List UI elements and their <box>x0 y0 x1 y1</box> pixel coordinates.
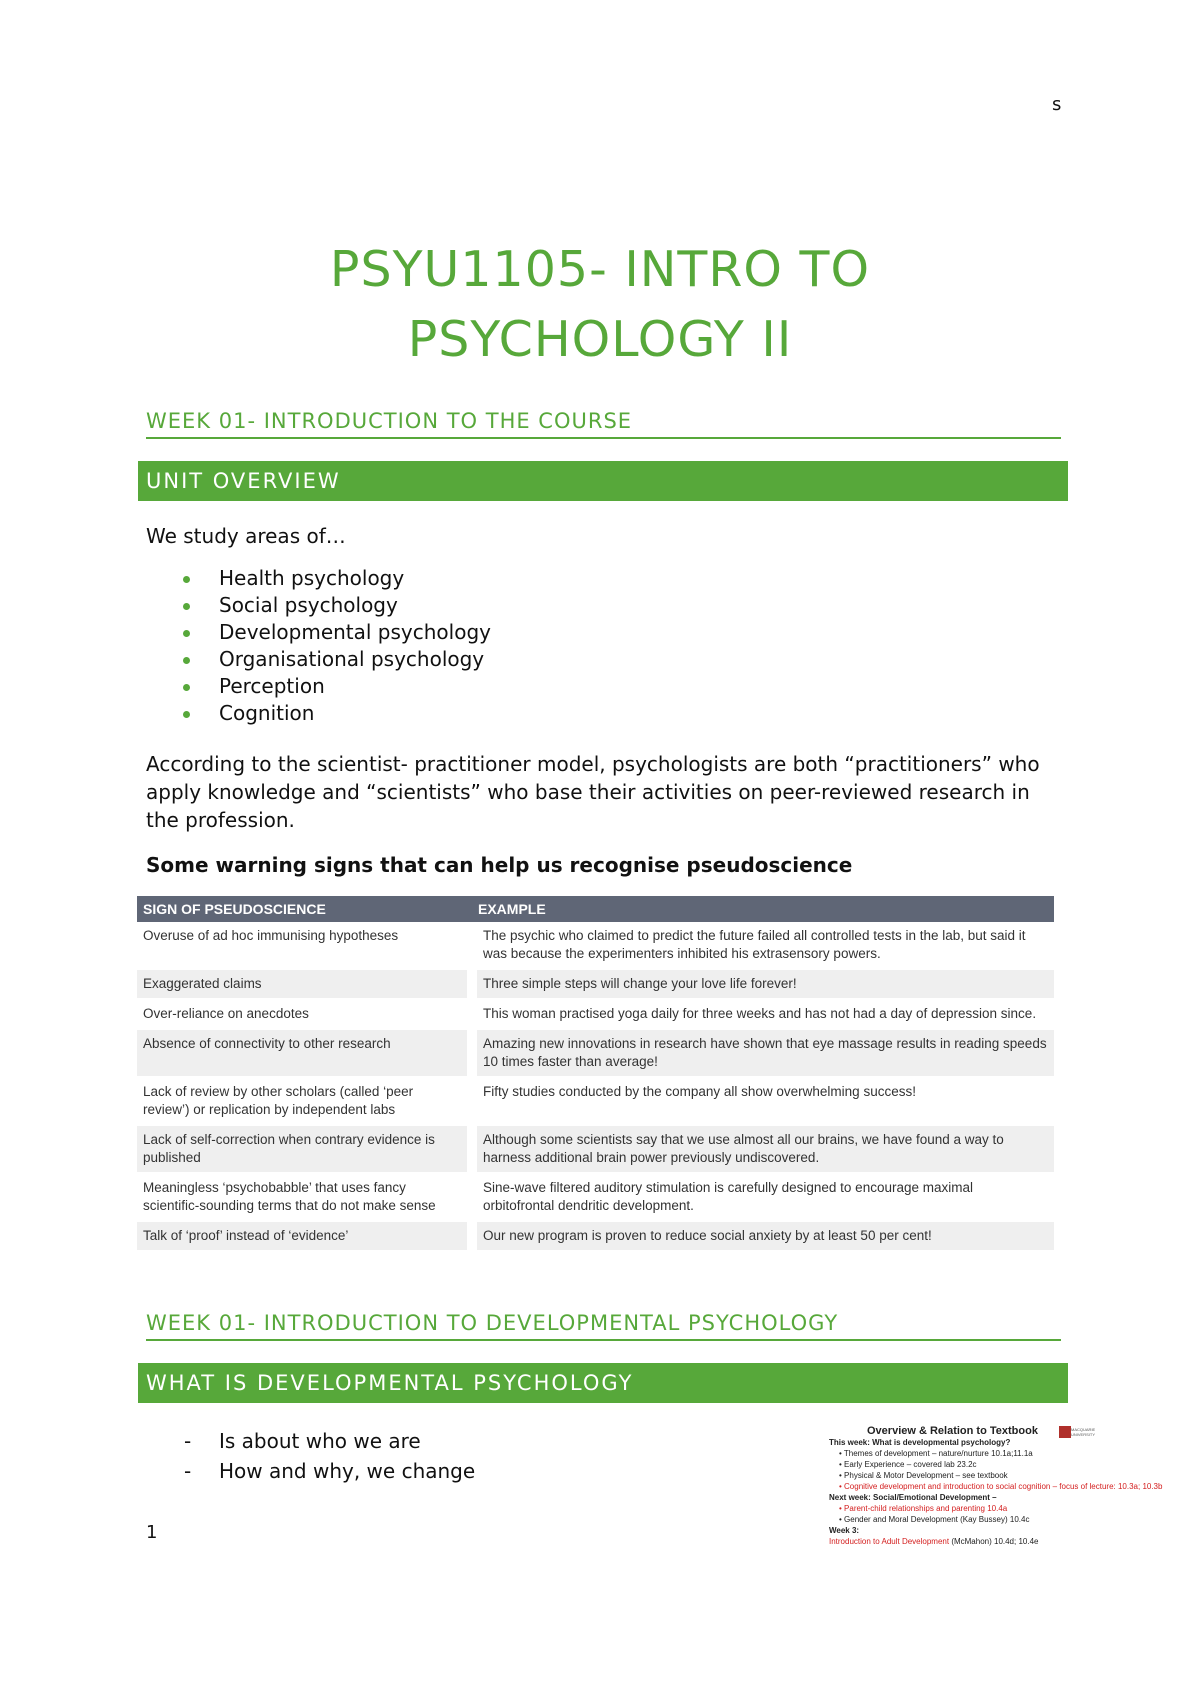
sign-cell: Talk of ‘proof’ instead of ‘evidence’ <box>137 1221 472 1251</box>
sign-cell: Exaggerated claims <box>137 969 472 999</box>
sign-cell: Absence of connectivity to other research <box>137 1029 472 1077</box>
slide-bullet: • Themes of development – nature/nurture 10.1a;11.1a <box>839 1449 1033 1458</box>
developmental-points-list <box>146 1426 475 1486</box>
scientist-practitioner-paragraph: According to the scientist- practitioner model, psychologists are both “practitioners” who apply knowledge and “scientists” who base their activities on peer-reviewed research in the profession. <box>146 752 1040 832</box>
table-row <box>137 922 1054 969</box>
sign-cell: Meaningless ‘psychobabble’ that uses fancy scientific-sounding terms that do not make sense <box>137 1173 472 1221</box>
example-cell: Fifty studies conducted by the company all show overwhelming success! <box>472 1077 1054 1125</box>
sign-cell: Overuse of ad hoc immunising hypotheses <box>137 922 472 969</box>
slide-bullet: • Physical & Motor Development – see textbook <box>839 1471 1008 1480</box>
developmental-psychology-bar: WHAT IS DEVELOPMENTAL PSYCHOLOGY <box>138 1363 1068 1403</box>
header-corner-mark: s <box>1052 94 1062 115</box>
list-item: Health psychology <box>146 565 491 592</box>
example-cell: This woman practised yoga daily for three weeks and has not had a day of depression since. <box>472 999 1054 1029</box>
table-row <box>137 999 1054 1029</box>
table-row <box>137 969 1054 999</box>
sign-cell: Over-reliance on anecdotes <box>137 999 472 1029</box>
list-item: - Is about who we are <box>146 1426 475 1456</box>
page-number: 1 <box>146 1522 158 1543</box>
week-heading-developmental: WEEK 01- INTRODUCTION TO DEVELOPMENTAL PSYCHOLOGY <box>146 1311 1061 1341</box>
university-logo-text: MACQUARIE UNIVERSITY <box>1071 1427 1096 1437</box>
unit-overview-bar: UNIT OVERVIEW <box>138 461 1068 501</box>
list-item: Social psychology <box>146 592 491 619</box>
title-line-2: PSYCHOLOGY II <box>407 311 793 368</box>
areas-intro: We study areas of… <box>146 524 346 548</box>
slide-bullet: • Parent-child relationships and parenting 10.4a <box>839 1504 1008 1513</box>
list-item: Cognition <box>146 700 491 727</box>
table-row <box>137 1029 1054 1077</box>
sign-cell: Lack of self-correction when contrary evidence is published <box>137 1125 472 1173</box>
university-logo <box>1059 1426 1096 1438</box>
example-cell: Amazing new innovations in research have shown that eye massage results in reading speeds 10 times faster than average! <box>472 1029 1054 1077</box>
table-row <box>137 1125 1054 1173</box>
areas-list <box>146 565 491 727</box>
document-title <box>0 235 1200 375</box>
slide-bullet: • Gender and Moral Development (Kay Bussey) 10.4c <box>839 1515 1030 1524</box>
sign-cell: Lack of review by other scholars (called ‘peer review’) or replication by independent labs <box>137 1077 472 1125</box>
slide-week3: Week 3: <box>829 1526 860 1535</box>
example-cell: Three simple steps will change your love life forever! <box>472 969 1054 999</box>
slide-this-week: This week: What is developmental psychology? <box>829 1438 1011 1447</box>
title-line-1: PSYU1105- INTRO TO <box>329 241 871 298</box>
pseudoscience-table <box>137 896 1054 1252</box>
list-item: Developmental psychology <box>146 619 491 646</box>
example-cell: Sine-wave filtered auditory stimulation is carefully designed to encourage maximal orbitofrontal dendritic development. <box>472 1173 1054 1221</box>
table-header-row <box>137 896 1054 922</box>
column-header: SIGN OF PSEUDOSCIENCE <box>137 896 472 922</box>
slide-bullet: • Early Experience – covered lab 23.2c <box>839 1460 977 1469</box>
list-item: - How and why, we change <box>146 1456 475 1486</box>
table-row <box>137 1221 1054 1251</box>
week-heading-course: WEEK 01- INTRODUCTION TO THE COURSE <box>146 409 1061 439</box>
lecture-slide-thumbnail <box>829 1425 1163 1586</box>
slide-week3-topic: Introduction to Adult Development (McMahon) 10.4d; 10.4e <box>829 1537 1039 1546</box>
example-cell: Our new program is proven to reduce social anxiety by at least 50 per cent! <box>472 1221 1054 1251</box>
slide-title: Overview & Relation to Textbook <box>867 1425 1038 1437</box>
slide-next-week: Next week: Social/Emotional Development – <box>829 1493 997 1502</box>
column-header: EXAMPLE <box>472 896 1054 922</box>
table-row <box>137 1173 1054 1221</box>
list-item: Organisational psychology <box>146 646 491 673</box>
slide-bullet: • Cognitive development and introduction to social cognition – focus of lecture: 10.3a; 10.3b <box>839 1482 1163 1491</box>
list-item: Perception <box>146 673 491 700</box>
example-cell: Although some scientists say that we use almost all our brains, we have found a way to harness additional brain power previously undiscovered. <box>472 1125 1054 1173</box>
example-cell: The psychic who claimed to predict the future failed all controlled tests in the lab, but said it was because the experimenters inhibited his extrasensory powers. <box>472 922 1054 969</box>
pseudoscience-subheading: Some warning signs that can help us recognise pseudoscience <box>146 853 853 877</box>
table-row <box>137 1077 1054 1125</box>
